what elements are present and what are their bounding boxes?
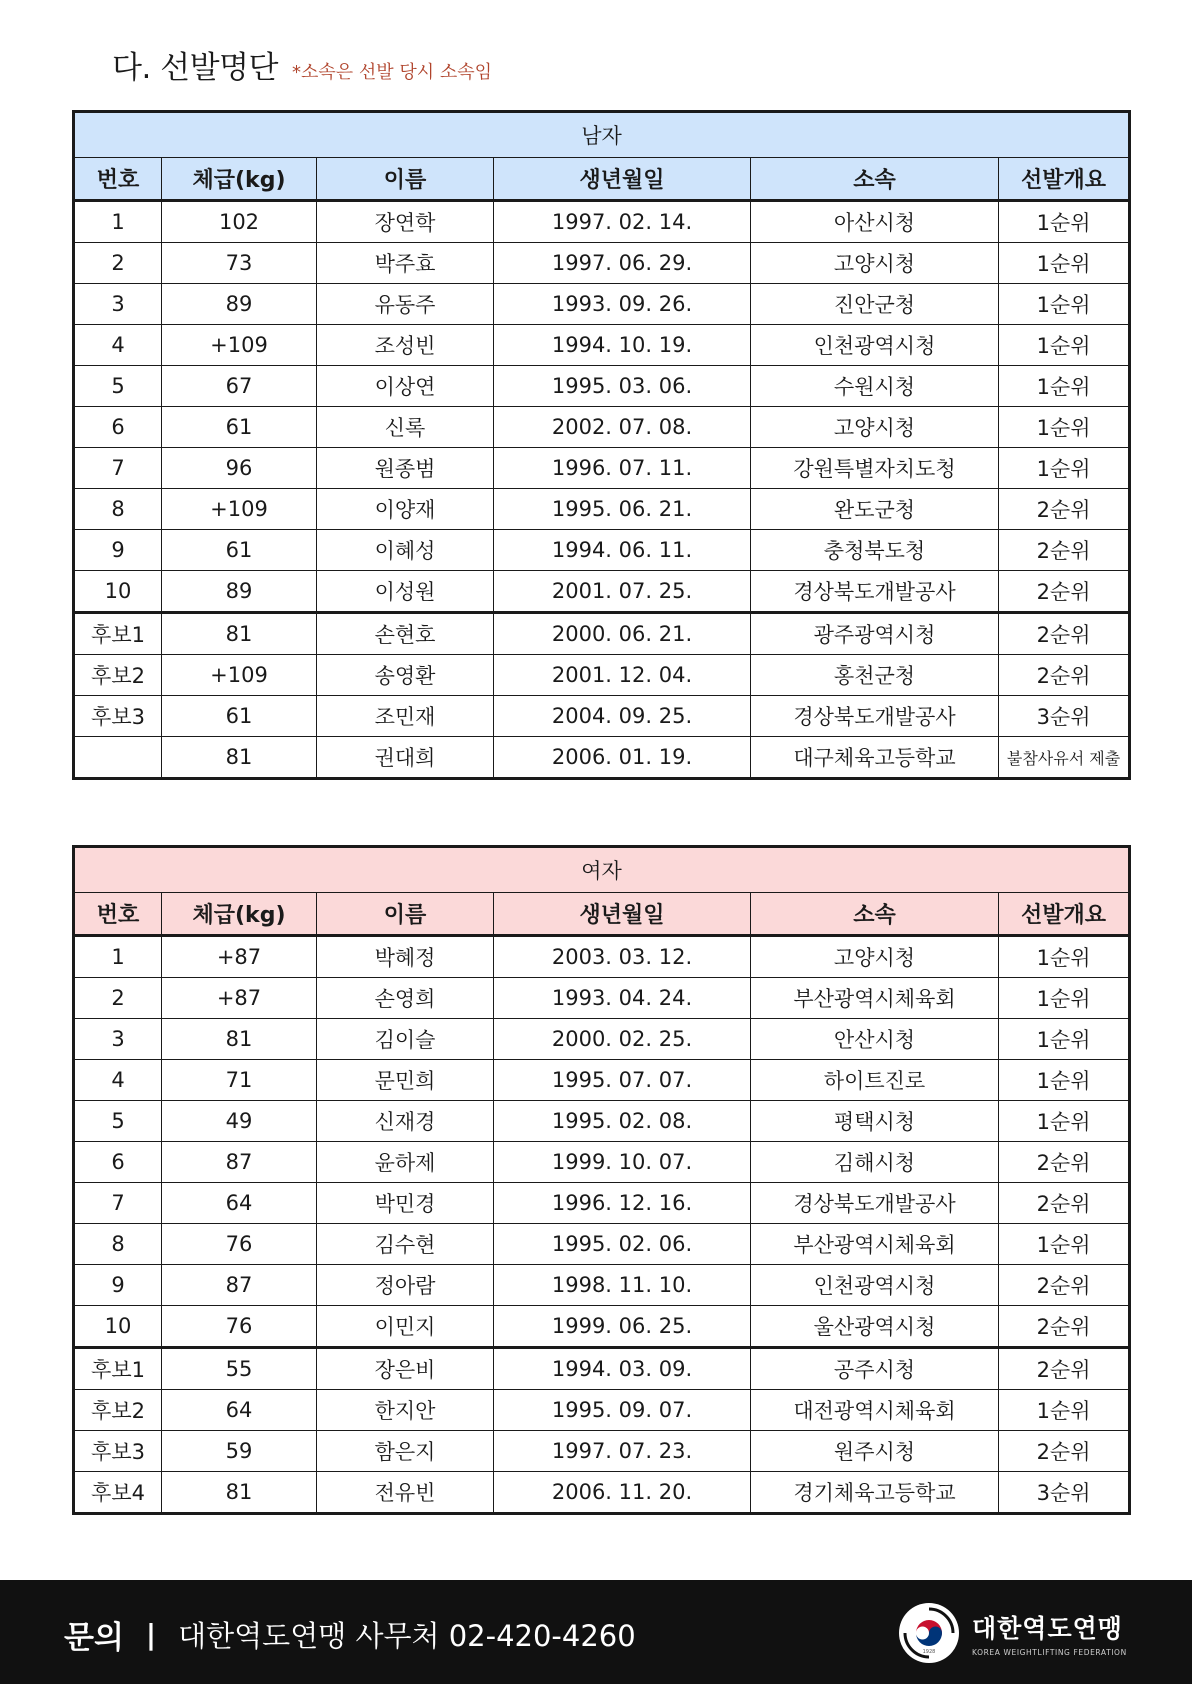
cell-name: 박주효 [317,243,494,284]
cell-affiliation: 부산광역시체육회 [751,1224,999,1265]
cell-name: 정아람 [317,1265,494,1306]
divider: | [145,1618,157,1651]
cell-affiliation: 아산시청 [751,201,999,243]
cell-weight-class: 87 [162,1265,317,1306]
cell-affiliation: 경상북도개발공사 [751,696,999,737]
cell-weight-class: 89 [162,571,317,613]
cell-number: 1 [74,201,162,243]
cell-number: 후보2 [74,655,162,696]
cell-name: 유동주 [317,284,494,325]
cell-number: 후보2 [74,1390,162,1431]
col-name: 이름 [317,158,494,201]
table-row [74,530,1130,571]
cell-name: 권대희 [317,737,494,779]
cell-weight-class: 87 [162,1142,317,1183]
cell-name: 이혜성 [317,530,494,571]
cell-birthdate: 2002. 07. 08. [494,407,751,448]
cell-weight-class: 81 [162,613,317,655]
cell-number: 후보1 [74,613,162,655]
cell-birthdate: 2003. 03. 12. [494,936,751,978]
col-birthdate: 생년월일 [494,158,751,201]
cell-birthdate: 1996. 12. 16. [494,1183,751,1224]
cell-affiliation: 진안군청 [751,284,999,325]
table-row [74,1224,1130,1265]
cell-affiliation: 하이트진로 [751,1060,999,1101]
table-row [74,978,1130,1019]
cell-name: 신재경 [317,1101,494,1142]
female-roster-table [72,845,1131,1515]
cell-weight-class: 81 [162,1472,317,1514]
female-group-label: 여자 [74,847,1130,893]
table-row [74,1019,1130,1060]
col-weight-class: 체급(kg) [162,893,317,936]
cell-selection: 불참사유서 제출 [999,737,1130,779]
table-row [74,1101,1130,1142]
cell-birthdate: 1997. 07. 23. [494,1431,751,1472]
cell-selection: 2순위 [999,1431,1130,1472]
cell-affiliation: 경기체육고등학교 [751,1472,999,1514]
cell-number: 5 [74,366,162,407]
cell-weight-class: 67 [162,366,317,407]
cell-weight-class: 55 [162,1348,317,1390]
cell-number: 6 [74,1142,162,1183]
cell-affiliation: 대구체육고등학교 [751,737,999,779]
cell-birthdate: 2000. 06. 21. [494,613,751,655]
table-row [74,201,1130,243]
cell-name: 장은비 [317,1348,494,1390]
table-row [74,1265,1130,1306]
cell-name: 이성원 [317,571,494,613]
cell-number: 후보3 [74,1431,162,1472]
col-weight-class: 체급(kg) [162,158,317,201]
cell-number: 7 [74,1183,162,1224]
cell-selection: 1순위 [999,1019,1130,1060]
cell-selection: 1순위 [999,366,1130,407]
cell-name: 윤하제 [317,1142,494,1183]
male-group-label: 남자 [74,112,1130,158]
cell-number: 7 [74,448,162,489]
col-name: 이름 [317,893,494,936]
cell-weight-class: 59 [162,1431,317,1472]
cell-selection: 1순위 [999,407,1130,448]
cell-selection: 1순위 [999,448,1130,489]
cell-name: 손영희 [317,978,494,1019]
cell-affiliation: 인천광역시청 [751,1265,999,1306]
cell-weight-class: 64 [162,1390,317,1431]
cell-birthdate: 2004. 09. 25. [494,696,751,737]
cell-affiliation: 김해시청 [751,1142,999,1183]
cell-number: 8 [74,1224,162,1265]
cell-selection: 2순위 [999,613,1130,655]
logo-subtitle: KOREA WEIGHTLIFTING FEDERATION [972,1648,1127,1657]
cell-name: 손현호 [317,613,494,655]
cell-selection: 1순위 [999,201,1130,243]
cell-name: 조성빈 [317,325,494,366]
cell-affiliation: 경상북도개발공사 [751,1183,999,1224]
cell-selection: 1순위 [999,978,1130,1019]
contact-text: 대한역도연맹 사무처 02-420-4260 [178,1619,636,1653]
cell-birthdate: 1994. 03. 09. [494,1348,751,1390]
cell-selection: 2순위 [999,655,1130,696]
cell-number: 후보1 [74,1348,162,1390]
cell-affiliation: 공주시청 [751,1348,999,1390]
cell-selection: 1순위 [999,325,1130,366]
cell-number: 3 [74,284,162,325]
cell-affiliation: 경상북도개발공사 [751,571,999,613]
cell-affiliation: 강원특별자치도청 [751,448,999,489]
cell-selection: 2순위 [999,530,1130,571]
cell-name: 이상연 [317,366,494,407]
cell-weight-class: 73 [162,243,317,284]
section-title: 다. 선발명단 [112,50,278,86]
cell-number: 10 [74,571,162,613]
cell-number: 4 [74,325,162,366]
cell-number: 후보3 [74,696,162,737]
cell-weight-class: +87 [162,936,317,978]
cell-affiliation: 고양시청 [751,407,999,448]
cell-number: 10 [74,1306,162,1348]
cell-birthdate: 1995. 02. 06. [494,1224,751,1265]
footer-bar [0,1580,1192,1684]
cell-affiliation: 홍천군청 [751,655,999,696]
cell-name: 한지안 [317,1390,494,1431]
logo-name: 대한역도연맹 [972,1614,1123,1643]
cell-name: 신록 [317,407,494,448]
cell-name: 전유빈 [317,1472,494,1514]
cell-weight-class: 102 [162,201,317,243]
cell-selection: 1순위 [999,1224,1130,1265]
cell-birthdate: 1997. 02. 14. [494,201,751,243]
table-row [74,571,1130,613]
cell-number: 9 [74,1265,162,1306]
table-row [74,1348,1130,1390]
cell-number: 3 [74,1019,162,1060]
table-row [74,448,1130,489]
cell-selection: 2순위 [999,1306,1130,1348]
cell-birthdate: 1998. 11. 10. [494,1265,751,1306]
cell-affiliation: 수원시청 [751,366,999,407]
cell-birthdate: 1994. 10. 19. [494,325,751,366]
table-row [74,243,1130,284]
cell-birthdate: 1996. 07. 11. [494,448,751,489]
cell-weight-class: 64 [162,1183,317,1224]
cell-weight-class: 61 [162,530,317,571]
table-row [74,407,1130,448]
page-heading [112,42,492,87]
male-roster-table [72,110,1131,780]
cell-selection: 2순위 [999,489,1130,530]
taegeuk-emblem-icon [898,1602,960,1664]
table-row [74,655,1130,696]
cell-birthdate: 1993. 04. 24. [494,978,751,1019]
cell-name: 박민경 [317,1183,494,1224]
affiliation-note: *소속은 선발 당시 소속임 [291,62,492,83]
emblem-year: 1928 [922,1649,936,1655]
cell-birthdate: 2006. 11. 20. [494,1472,751,1514]
cell-name: 김수현 [317,1224,494,1265]
table-row [74,1306,1130,1348]
cell-birthdate: 1995. 02. 08. [494,1101,751,1142]
cell-affiliation: 평택시청 [751,1101,999,1142]
cell-weight-class: 81 [162,1019,317,1060]
cell-number: 2 [74,978,162,1019]
cell-selection: 1순위 [999,284,1130,325]
cell-affiliation: 원주시청 [751,1431,999,1472]
col-selection: 선발개요 [999,158,1130,201]
cell-selection: 2순위 [999,571,1130,613]
col-number: 번호 [74,893,162,936]
cell-birthdate: 2001. 12. 04. [494,655,751,696]
cell-name: 이양재 [317,489,494,530]
cell-number: 2 [74,243,162,284]
cell-weight-class: 71 [162,1060,317,1101]
cell-name: 함은지 [317,1431,494,1472]
col-birthdate: 생년월일 [494,893,751,936]
cell-selection: 1순위 [999,1390,1130,1431]
cell-birthdate: 1997. 06. 29. [494,243,751,284]
cell-weight-class: +109 [162,325,317,366]
cell-weight-class: 76 [162,1306,317,1348]
table-row [74,1060,1130,1101]
col-affiliation: 소속 [751,158,999,201]
cell-number: 5 [74,1101,162,1142]
cell-birthdate: 2001. 07. 25. [494,571,751,613]
cell-name: 김이슬 [317,1019,494,1060]
table-row [74,613,1130,655]
table-row [74,1431,1130,1472]
cell-affiliation: 고양시청 [751,936,999,978]
cell-affiliation: 울산광역시청 [751,1306,999,1348]
cell-affiliation: 광주광역시청 [751,613,999,655]
table-row [74,1183,1130,1224]
cell-affiliation: 충청북도청 [751,530,999,571]
cell-affiliation: 고양시청 [751,243,999,284]
cell-name: 조민재 [317,696,494,737]
cell-number: 1 [74,936,162,978]
cell-affiliation: 부산광역시체육회 [751,978,999,1019]
cell-name: 원종범 [317,448,494,489]
cell-selection: 1순위 [999,1101,1130,1142]
table-row [74,1390,1130,1431]
cell-selection: 3순위 [999,696,1130,737]
cell-affiliation: 안산시청 [751,1019,999,1060]
col-affiliation: 소속 [751,893,999,936]
col-number: 번호 [74,158,162,201]
cell-weight-class: 89 [162,284,317,325]
contact-label: 문의 [64,1620,124,1656]
cell-name: 이민지 [317,1306,494,1348]
cell-number: 후보4 [74,1472,162,1514]
cell-name: 송영환 [317,655,494,696]
cell-selection: 1순위 [999,1060,1130,1101]
cell-birthdate: 1995. 06. 21. [494,489,751,530]
cell-birthdate: 1999. 06. 25. [494,1306,751,1348]
cell-affiliation: 인천광역시청 [751,325,999,366]
male-roster-body [74,201,1130,779]
cell-selection: 1순위 [999,243,1130,284]
cell-number: 9 [74,530,162,571]
contact-info [64,1612,636,1657]
cell-affiliation: 완도군청 [751,489,999,530]
table-row [74,366,1130,407]
cell-number [74,737,162,779]
cell-birthdate: 1999. 10. 07. [494,1142,751,1183]
cell-weight-class: 49 [162,1101,317,1142]
cell-birthdate: 2000. 02. 25. [494,1019,751,1060]
table-row [74,737,1130,779]
cell-weight-class: 76 [162,1224,317,1265]
cell-number: 6 [74,407,162,448]
cell-weight-class: 96 [162,448,317,489]
col-selection: 선발개요 [999,893,1130,936]
cell-name: 박혜정 [317,936,494,978]
cell-birthdate: 1995. 03. 06. [494,366,751,407]
table-row [74,325,1130,366]
cell-weight-class: +87 [162,978,317,1019]
cell-selection: 1순위 [999,936,1130,978]
table-row [74,489,1130,530]
cell-birthdate: 1993. 09. 26. [494,284,751,325]
table-row [74,936,1130,978]
cell-weight-class: 81 [162,737,317,779]
table-row [74,696,1130,737]
cell-selection: 3순위 [999,1472,1130,1514]
table-row [74,284,1130,325]
cell-birthdate: 1994. 06. 11. [494,530,751,571]
cell-affiliation: 대전광역시체육회 [751,1390,999,1431]
cell-weight-class: +109 [162,655,317,696]
federation-logo [898,1602,1127,1664]
cell-birthdate: 2006. 01. 19. [494,737,751,779]
cell-name: 문민희 [317,1060,494,1101]
cell-weight-class: 61 [162,696,317,737]
cell-birthdate: 1995. 09. 07. [494,1390,751,1431]
female-roster-body [74,936,1130,1514]
cell-number: 8 [74,489,162,530]
cell-selection: 2순위 [999,1142,1130,1183]
table-row [74,1472,1130,1514]
cell-selection: 2순위 [999,1183,1130,1224]
table-row [74,1142,1130,1183]
cell-number: 4 [74,1060,162,1101]
cell-selection: 2순위 [999,1265,1130,1306]
cell-selection: 2순위 [999,1348,1130,1390]
cell-weight-class: 61 [162,407,317,448]
cell-birthdate: 1995. 07. 07. [494,1060,751,1101]
cell-name: 장연학 [317,201,494,243]
cell-weight-class: +109 [162,489,317,530]
